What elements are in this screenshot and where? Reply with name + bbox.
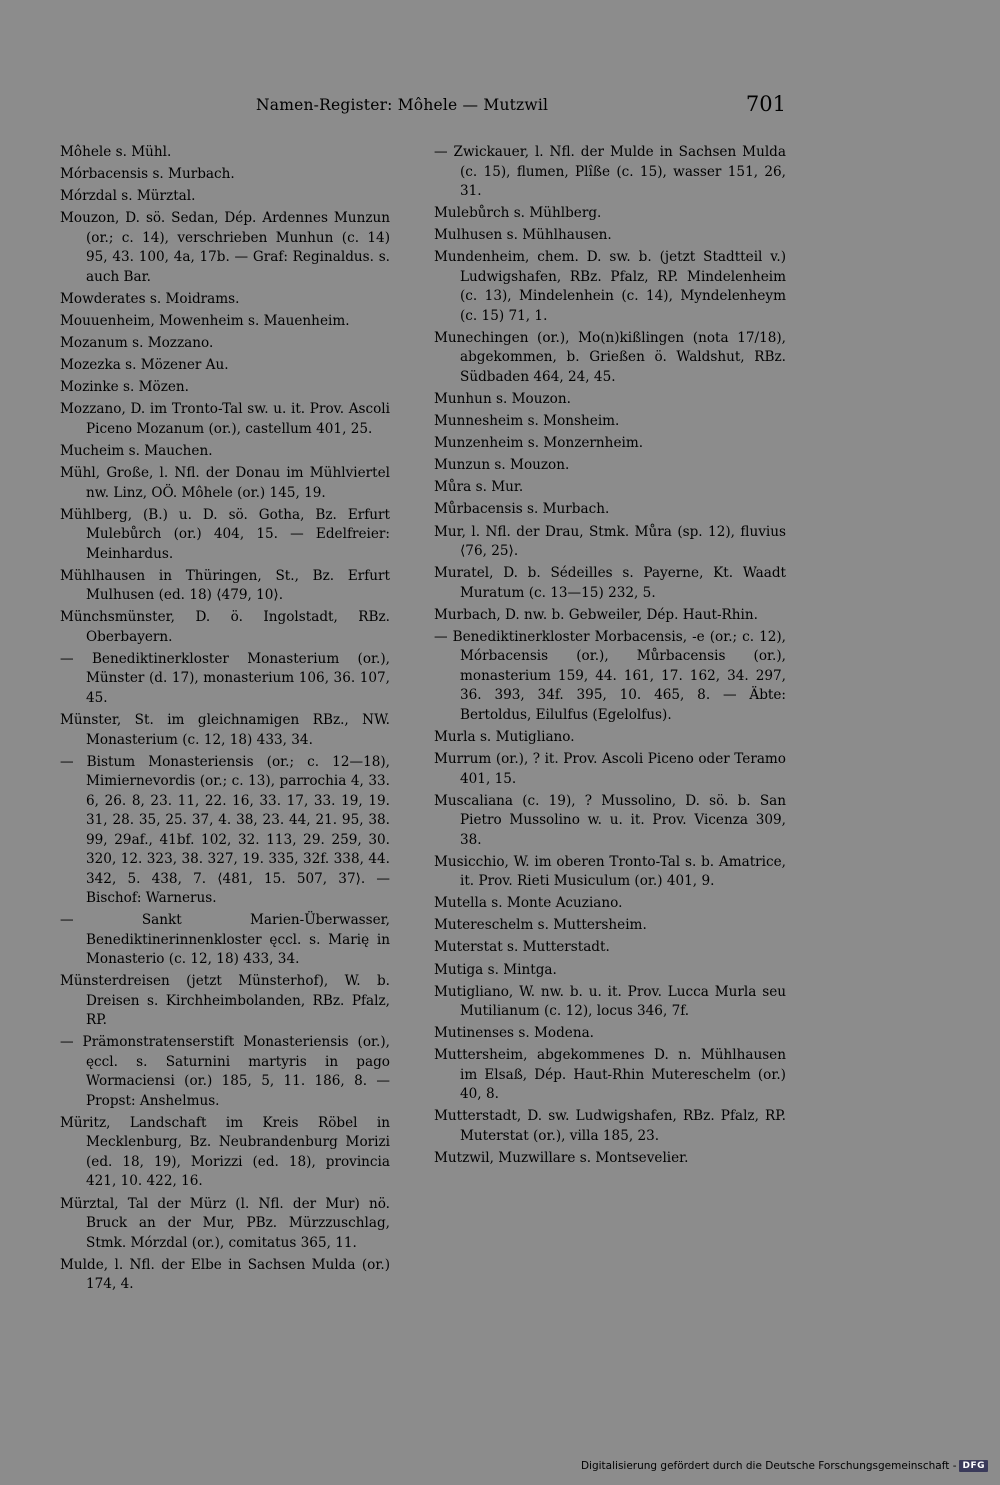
dfg-logo-icon: DFG xyxy=(959,1460,988,1472)
right-column xyxy=(434,143,786,1171)
running-title: Namen-Register: Môhele — Mutzwil xyxy=(256,96,549,114)
footer xyxy=(581,1460,988,1472)
register-entry: Mórbacensis s. Murbach. xyxy=(60,166,235,183)
register-entry: — Zwickauer, l. Nfl. der Mulde in Sachsen Mulda (c. 15), flumen, Plîße (c. 15), wasser 151, 26, 31. xyxy=(434,144,786,199)
register-entry: Mürztal, Tal der Mürz (l. Nfl. der Mur) nö. Bruck an der Mur, PBz. Mürzzuschlag, Stmk. Mórzdal (or.), comitatus 365, 11. xyxy=(60,1195,390,1251)
register-entry: — Benediktinerkloster Monasterium (or.), Münster (d. 17), monasterium 106, 36. 107, 45. xyxy=(60,650,390,706)
register-entry: Münchsmünster, D. ö. Ingolstadt, RBz. Oberbayern. xyxy=(60,609,390,645)
register-entry: Münster, St. im gleichnamigen RBz., NW. Monasterium (c. 12, 18) 433, 34. xyxy=(60,712,390,748)
register-entry: Munzun s. Mouzon. xyxy=(434,457,570,474)
register-entry: Mundenheim, chem. D. sw. b. (jetzt Stadtteil v.) Ludwigshafen, RBz. Pfalz, RP. Mindelenheim (c. 13), Mindelenhein (c. 14), Myndelenheym (c. 15) 71, 1. xyxy=(434,249,786,324)
register-entry: Mulhusen s. Mühlhausen. xyxy=(434,227,612,244)
register-entry: Muscaliana (c. 19), ? Mussolino, D. sö. b. San Pietro Mussolino w. u. it. Prov. Vicenza 309, 38. xyxy=(434,792,786,848)
register-entry: Murla s. Mutigliano. xyxy=(434,728,575,745)
register-entry: Murrum (or.), ? it. Prov. Ascoli Piceno oder Teramo 401, 15. xyxy=(434,751,786,787)
register-entry: — Sankt Marien-Überwasser, Benediktinerinnenkloster ęccl. s. Marię in Monasterio (c. 12, 18) 433, 34. xyxy=(60,912,390,968)
register-entry: Mozezka s. Mözener Au. xyxy=(60,357,229,374)
page-header xyxy=(0,92,1000,124)
register-entry: Mutiga s. Mintga. xyxy=(434,961,557,978)
register-entry: Muratel, D. b. Sédeilles s. Payerne, Kt. Waadt Muratum (c. 13—15) 232, 5. xyxy=(434,565,786,601)
register-entry: Münsterdreisen (jetzt Münsterhof), W. b. Dreisen s. Kirchheimbolanden, RBz. Pfalz, RP. xyxy=(60,973,390,1029)
register-entry: Mozanum s. Mozzano. xyxy=(60,335,214,352)
register-entry: Munechingen (or.), Mo(n)kißlingen (nota 17/18), abgekommen, b. Grießen ö. Waldshut, RBz. Südbaden 464, 24, 45. xyxy=(434,329,786,385)
register-entry: — Bistum Monasteriensis (or.; c. 12—18), Mimiernevordis (or.; c. 13), parrochia 4, 33. 6, 26. 8, 23. 11, 22. 16, 33. 17, 33. 19, 19. 31, 28. 35, 25. 37, 4. 38, 23. 44, 21. 95, 38. 99, 29af., 41bf. 102, 32. 113, 29. 259, 30. 320, 12. 323, 38. 327, 19. 335, 32f. 338, 44. 342, 5. 438, 7. ⟨481, 15. 507, 37⟩. — Bischof: Warnerus. xyxy=(60,753,390,907)
left-column xyxy=(60,143,390,1297)
page-number: 701 xyxy=(745,92,786,116)
register-entry: Mulebůrch s. Mühlberg. xyxy=(434,205,602,222)
register-entry: Mozinke s. Mözen. xyxy=(60,379,189,396)
register-entry: Mühl, Große, l. Nfl. der Donau im Mühlviertel nw. Linz, OÖ. Môhele (or.) 145, 19. xyxy=(60,465,390,501)
register-entry: Můrbacensis s. Murbach. xyxy=(434,501,610,518)
register-entry: Mutereschelm s. Muttersheim. xyxy=(434,917,647,934)
register-entry: Munzenheim s. Monzernheim. xyxy=(434,435,644,452)
register-entry: Mutella s. Monte Acuziano. xyxy=(434,895,623,912)
register-entry: Munhun s. Mouzon. xyxy=(434,390,571,407)
register-entry: Mutinenses s. Modena. xyxy=(434,1025,595,1042)
register-entry: Mutigliano, W. nw. b. u. it. Prov. Lucca Murla seu Mutilianum (c. 12), locus 346, 7f. xyxy=(434,983,786,1020)
register-entry: Mühlberg, (B.) u. D. sö. Gotha, Bz. Erfurt Mulebůrch (or.) 404, 15. — Edelfreier: Meinhardus. xyxy=(60,506,390,562)
register-entry: Murbach, D. nw. b. Gebweiler, Dép. Haut-Rhin. xyxy=(434,606,758,623)
register-entry: Munnesheim s. Monsheim. xyxy=(434,413,620,430)
register-entry: Müritz, Landschaft im Kreis Röbel in Mecklenburg, Bz. Neubrandenburg Morizi (ed. 18, 19), Morizzi (ed. 18), provincia 421, 10. 422, 16. xyxy=(60,1114,390,1190)
register-entry: Mutterstadt, D. sw. Ludwigshafen, RBz. Pfalz, RP. Muterstat (or.), villa 185, 23. xyxy=(434,1108,786,1144)
register-entry: Mur, l. Nfl. der Drau, Stmk. Můra (sp. 12), fluvius ⟨76, 25⟩. xyxy=(434,523,786,560)
register-entry: Mutzwil, Muzwillare s. Montsevelier. xyxy=(434,1150,689,1167)
register-entry: Môhele s. Mühl. xyxy=(60,144,172,160)
register-entry: Mouzon, D. sö. Sedan, Dép. Ardennes Munzun (or.; c. 14), verschrieben Munhun (c. 14) 95, 43. 100, 4a, 17b. — Graf: Reginaldus. s. auch Bar. xyxy=(60,210,390,285)
register-entry: — Benediktinerkloster Morbacensis, -e (or.; c. 12), Mórbacensis (or.), Můrbacensis (or.), monasterium 159, 44. 161, 17. 162, 34. 297, 36. 393, 34f. 395, 10. 465, 8. — Äbte: Bertoldus, Eilulfus (Egelolfus). xyxy=(434,628,786,723)
register-entry: Mühlhausen in Thüringen, St., Bz. Erfurt Mulhusen (ed. 18) ⟨479, 10⟩. xyxy=(60,567,390,604)
register-entry: Muterstat s. Mutterstadt. xyxy=(434,939,610,956)
register-entry: Mucheim s. Mauchen. xyxy=(60,442,213,459)
footer-credit: Digitalisierung gefördert durch die Deutsche Forschungsgemeinschaft - xyxy=(580,1460,957,1472)
register-entry: Mowderates s. Moidrams. xyxy=(60,290,240,307)
register-entry: Mórzdal s. Mürztal. xyxy=(60,188,196,205)
register-entry: Musicchio, W. im oberen Tronto-Tal s. b. Amatrice, it. Prov. Rieti Musiculum (or.) 401, 9. xyxy=(434,853,786,890)
register-entry: — Prämonstratenserstift Monasteriensis (or.), ęccl. s. Saturnini martyris in pago Wormaciensi (or.) 185, 5, 11. 186, 8. — Propst: Anshelmus. xyxy=(60,1034,390,1109)
register-entry: Mozzano, D. im Tronto-Tal sw. u. it. Prov. Ascoli Piceno Mozanum (or.), castellum 401, 25. xyxy=(60,401,390,437)
register-entry: Mulde, l. Nfl. der Elbe in Sachsen Mulda (or.) 174, 4. xyxy=(60,1256,390,1293)
register-entry: Muttersheim, abgekommenes D. n. Mühlhausen im Elsaß, Dép. Haut-Rhin Mutereschelm (or.) 40, 8. xyxy=(434,1047,786,1103)
register-entry: Můra s. Mur. xyxy=(434,479,524,496)
register-entry: Mouuenheim, Mowenheim s. Mauenheim. xyxy=(60,312,350,329)
